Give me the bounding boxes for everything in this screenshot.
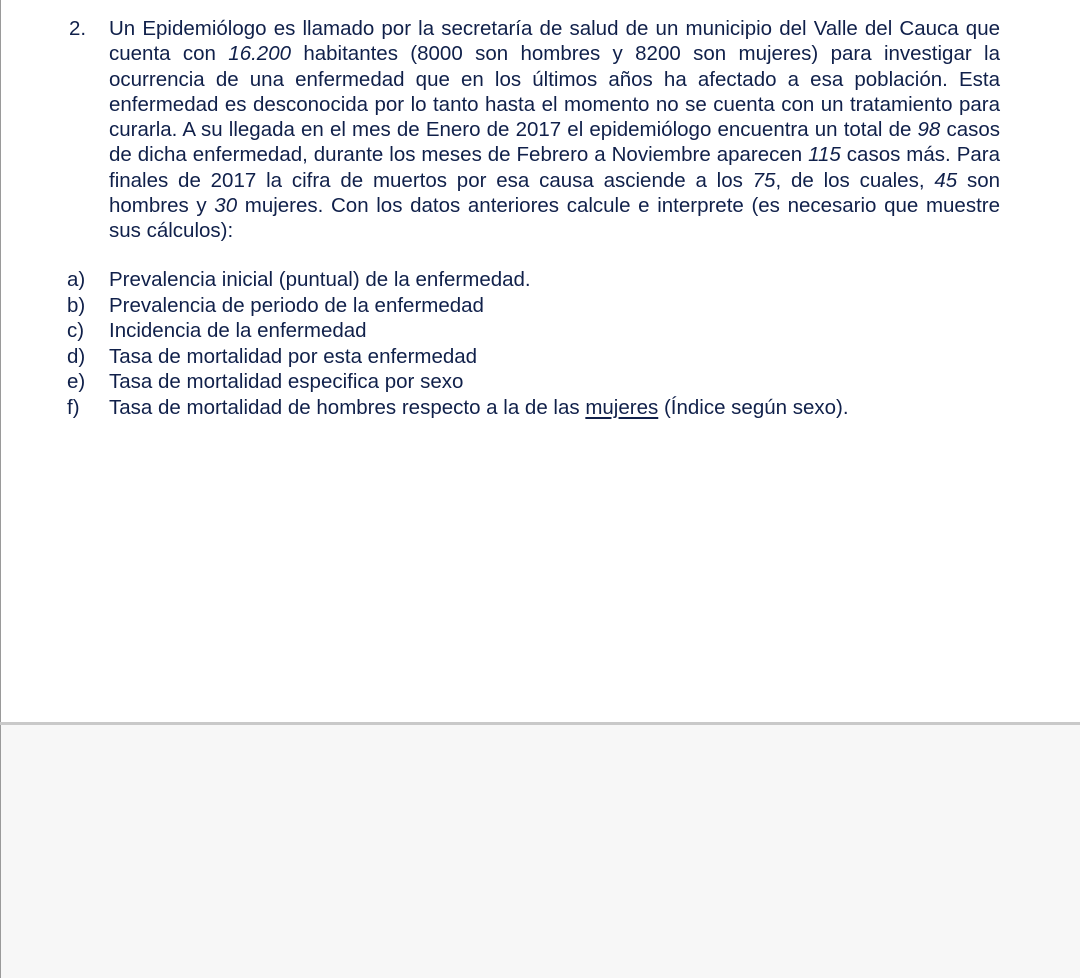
statement-text: habitantes (8000 son hombres y 8200 son mujeres) para investigar la ocurrencia de una enfermedad que en los últimos años ha afectado a esa población. Esta enfermedad es desconocida por lo tanto hasta el momento no se cuenta con un tratamiento para curarla. A su llegada en el mes de Enero de 2017 el epidemiólogo encuentra un total de (109, 42, 1000, 142)
item-text (109, 395, 1017, 421)
item-text-part: Tasa de mortalidad de hombres respecto a la de las (109, 395, 586, 419)
list-item (67, 369, 1017, 395)
item-letter: a) (67, 268, 86, 291)
sub-question-list (67, 267, 1017, 421)
item-letter: f) (67, 395, 80, 419)
initial-cases-value: 98 (917, 118, 941, 142)
item-letter: b) (67, 293, 86, 317)
statement-text: casos de dicha enfermedad, durante los meses de Febrero a Noviembre aparecen (109, 118, 1000, 167)
male-deaths-value: 45 (934, 168, 958, 192)
population-value: 16.200 (228, 42, 291, 66)
underlined-word: mujeres (585, 395, 659, 419)
list-item (67, 395, 1017, 421)
statement-text: mujeres. Con los datos anteriores calcule e interprete (es necesario que muestre sus cálculos): (109, 194, 1000, 243)
new-cases-value: 115 (808, 143, 841, 167)
item-letter: d) (67, 344, 86, 368)
item-text: Prevalencia inicial (puntual) de la enfermedad. (109, 268, 531, 291)
female-deaths-value: 30 (214, 194, 238, 218)
list-item (67, 318, 1017, 344)
item-letter: c) (67, 319, 85, 343)
list-item (67, 293, 1017, 319)
empty-background-area (0, 725, 1080, 978)
statement-text: , de los cuales, (775, 168, 935, 192)
list-item (67, 344, 1017, 370)
statement-text: Un Epidemiólogo es llamado por la secretaría de salud de un municipio del Valle del Cauca que cuenta con (109, 17, 1000, 66)
item-letter: e) (67, 370, 86, 394)
item-text: Incidencia de la enfermedad (109, 319, 367, 343)
item-text-part: (Índice según sexo). (658, 395, 849, 419)
statement-text: son hombres y (109, 168, 1000, 218)
question-statement (109, 16, 1000, 244)
item-text: Tasa de mortalidad especifica por sexo (109, 370, 464, 394)
deaths-value: 75 (752, 168, 776, 192)
item-text: Tasa de mortalidad por esta enfermedad (109, 344, 478, 368)
item-text: Prevalencia de periodo de la enfermedad (109, 293, 484, 317)
list-item (67, 267, 1017, 293)
question-number: 2. (69, 17, 87, 40)
statement-text: casos más. Para finales de 2017 la cifra de muertos por esa causa asciende a los (109, 143, 1000, 192)
